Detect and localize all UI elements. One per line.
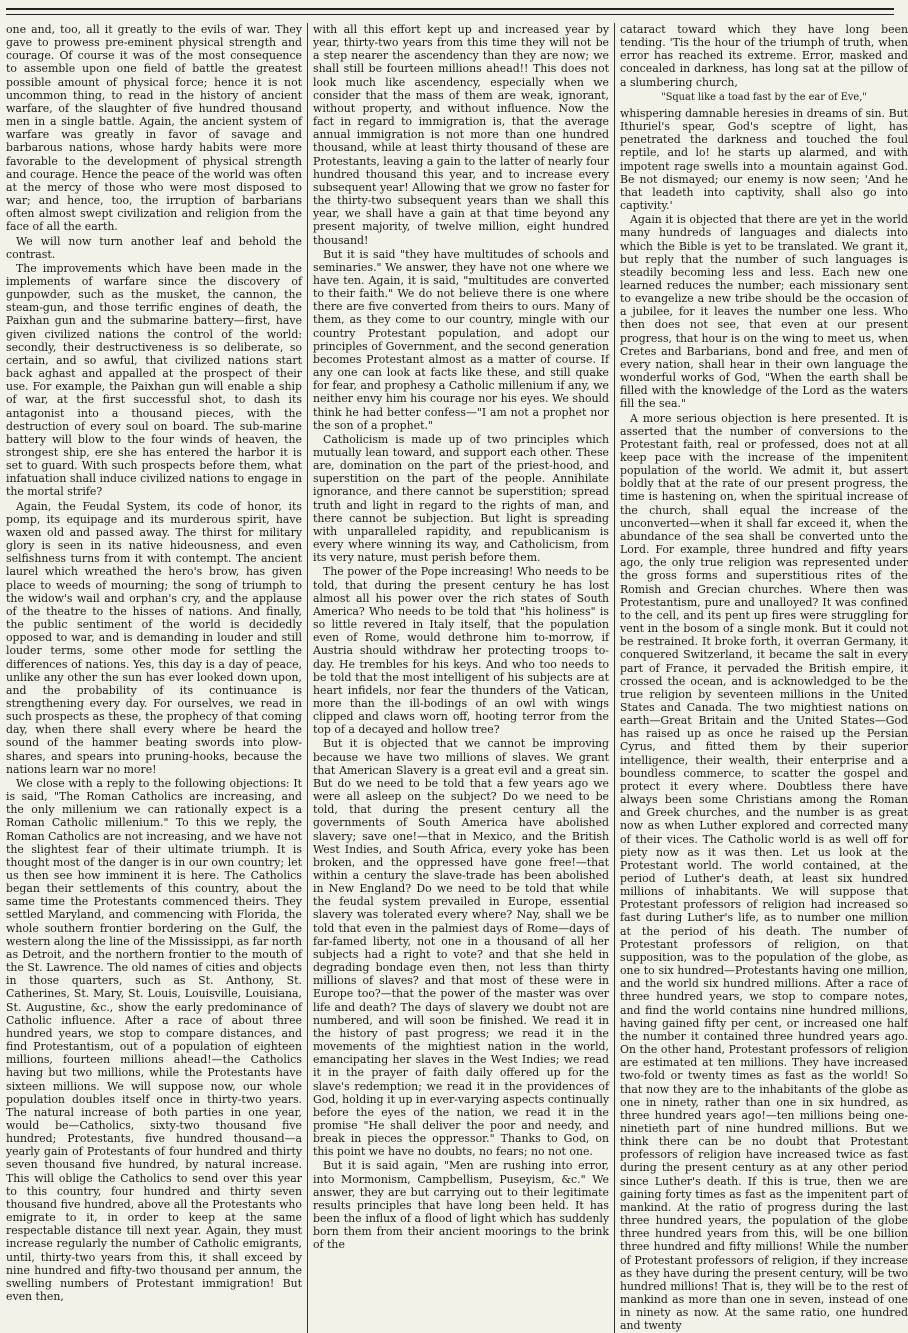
paragraph: But it is said again, "Men are rushing into error, into Mormonism, Campbellism, Puseyism, &c." We answer, they are but carrying out to their legitimate results principles that have long been held. It has been the influx of a flood of light which has suddenly born them from their ancient moorings to the brink of the bbox=[313, 1159, 609, 1252]
column-divider bbox=[307, 23, 308, 1333]
paragraph: Again, the Feudal System, its code of honor, its pomp, its equipage and its murderous spirit, have waxen old and passed away. The thirst for military glory is seen in its native hideousness, and even selfishness turns from it with contempt. The ancient laurel which wreathed the hero's brow, has given place to weeds of mourning; the song of triumph to the widow's wail and orphan's cry, and the applause of the theatre to the hisses of nations. And finally, the public sentiment of the world is decidedly opposed to war, and is demanding in louder and still louder terms, some other mode for settling the differences of nations. Yes, this day is a day of peace, unlike any other the sun has ever looked down upon, and the probability of its continuance is strengthening every day. For ourselves, we read in such prospects as these, the prophecy of that coming day, when there shall every where be heard the sound of the hammer beating swords into plow-shares, and spears into pruning-hooks, because the nations learn war no more! bbox=[6, 499, 302, 776]
paragraph: whispering damnable heresies in dreams of sin. But Ithuriel's spear, God's sceptre of light, has penetrated the darkness and touched the foul reptile, and lo! he starts up alarmed, and with impotent rage swells into a mountain against God. Be not dismayed; our enemy is now seen; 'And he that leadeth into captivity, shall also go into captivity.' bbox=[620, 106, 908, 213]
paragraph: cataract toward which they have long been tending. 'Tis the hour of the triumph of truth, when error has reached its extreme. Error, masked and concealed in darkness, has long sat at the pillow of a slumbering church, bbox=[620, 23, 908, 89]
column-2 bbox=[313, 23, 609, 1333]
paragraph: A more serious objection is here presented. It is asserted that the number of conversions to the Protestant faith, real or professed, does not at all keep pace with the increase of the impenitent population of the world. We admit it, but assert boldly that at the rate of our present progress, the time is hastening on, when the spiritual increase of the church, shall equal the increase of the unconverted—when it shall far exceed it, when the abundance of the sea shall be converted unto the Lord. For example, three hundred and fifty years ago, the only true religion was represented under the gross forms and superstitious rites of the Romish and Grecian churches. Where then was Protestantism, pure and unalloyed? It was confined to the cell, and its pent up fires were struggling for vent in the bosom of a single monk. But it could not be restrained. It broke forth, it overran Germany, it conquered Switzerland, it became the salt in every part of France, it pervaded the British empire, it crossed the ocean, and is acknowledged to be the true religion by seventeen millions in the United States and Canada. The two mightiest nations on earth—Great Britain and the United States—God has raised up as once he raised up the Persian Cyrus, and fitted them by their superior intelligence, their wealth, their enterprise and a boundless commerce, to scatter the gospel and protect it every where. Doubtless there have always been some Christians among the Roman and Greek churches, and the number is as great now as when Luther explored and corrected many of their vices. The Catholic world is as well off for piety now as it was then. Let us look at the Protestant world. The world contained, at the period of Luther's death, at least six hundred millions of inhabitants. We will suppose that Protestant professors of religion had increased so fast during Luther's life, as to number one million at the period of his death. The number of Protestant professors of religion, on that supposition, was to the population of the globe, as one to six hundred—Protestants having one million, and the world six hundred millions. After a race of three hundred years, we stop to compare notes, and find the world contains nine hundred millions, having gained fifty per cent, or increased one half the number it contained three hundred years ago. On the other hand, Protestant professors of religion are estimated at ten millions. They have increased two-fold or twenty times as fast as the world! So that now they are to the inhabitants of the globe as one in ninety, rather than one in six hundred, as three hundred years ago!—ten millions being one-ninetieth part of nine hundred millions. But we think there can be no doubt that Protestant professors of religion have increased twice as fast during the present century as at any other period since Luther's death. If this is true, then we are gaining forty times as fast as the impenitent part of mankind. At the ratio of progress during the last three hundred years, the population of the globe three hundred years from this, will be one billion three hundred and fifty millions! While the number of Protestant professors of religion, if they increase as they have during the present century, will be two hundred millions! That is, they will be to the rest of mankind as more than one in seven, instead of one in ninety as now. At the same ratio, one hundred and twenty bbox=[620, 411, 908, 1333]
header-rule bbox=[6, 8, 894, 15]
paragraph: Catholicism is made up of two principles which mutually lean toward, and support each other. These are, domination on the part of the priest-hood, and superstition on the part of the people. Annihilate ignorance, and there cannot be superstition; spread truth and light in regard to the rights of man, and there cannot be subjection. But light is spreading with unparalleled rapidity, and republicanism is every where winning its way, and Catholicism, from its very nature, must perish before them. bbox=[313, 432, 609, 565]
paragraph: one and, too, all it greatly to the evils of war. They gave to prowess pre-eminent physical strength and courage. Of course it was of the most consequence to assemble upon one field of battle the greatest possible amount of physical force; hence it is not uncommon thing, to read in the history of ancient warfare, of the slaughter of five hundred thousand men in a single battle. Again, the ancient system of warfare was greatly in favor of savage and barbarous nations, whose hardy habits were more favorable to the development of physical strength and courage. Hence the peace of the world was often at the mercy of those who were most disposed to war; and hence, too, the irruption of barbarians often almost swept civilization and religion from the face of all the earth. bbox=[6, 23, 302, 234]
paragraph: But it is objected that we cannot be improving because we have two millions of slaves. We grant that American Slavery is a great evil and a great sin. But do we need to be told that a few years ago we were all asleep on the subject? Do we need to be told, that during the present century all the governments of South America have abolished slavery; save one!—that in Mexico, and the British West Indies, and South Africa, every yoke has been broken, and the oppressed have gone free!—that within a century the slave-trade has been abolished in New England? Do we need to be told that while the feudal system prevailed in Europe, essential slavery was tolerated every where? Nay, shall we be told that even in the palmiest days of Rome—days of far-famed liberty, not one in a thousand of all her subjects had a right to vote? and that she held in degrading bondage even then, not less than thirty millions of slaves? and that most of these were in Europe too?—that the power of the master was over life and death? The days of slavery we doubt not are numbered, and will soon be finished. We read it in the history of past progress; we read it in the movements of the mightiest nation in the world, emancipating her slaves in the West Indies; we read it in the prayer of faith daily offered up for the slave's redemption; we read it in the providences of God, holding it up in ever-varying aspects continually before the eyes of the nation, we read it in the promise "He shall deliver the poor and needy, and break in pieces the oppressor." Thanks to God, on this point we have no doubts, no fears; no not one. bbox=[313, 737, 609, 1159]
paragraph: We close with a reply to the following objections: It is said, "The Roman Catholics are increasing, and the only millenium we can rationally expect is a Roman Catholic millenium." To this we reply, the Roman Catholics are not increasing, and we have not the slightest fear of their ultimate triumph. It is thought most of the danger is in our own country; let us then see how imminent it is here. The Catholics began their settlements of this country, about the same time the Protestants commenced theirs. They settled Maryland, and commencing with Florida, the whole southern frontier bordering on the Gulf, the western along the line of the Mississippi, as far north as Detroit, and the northern frontier to the mouth of the St. Lawrence. The old names of cities and objects in those quarters, such as St. Anthony, St. Catherines, St. Mary, St. Louis, Louisville, Louisiana, St. Augustine, &c., show the early predominance of Catholic influence. After a race of about three hundred years, we stop to compare distances, and find Protestantism, out of a population of eighteen millions, fourteen millions ahead!—the Catholics having but two millions, while the Protestants have sixteen millions. We will suppose now, our whole population doubles itself once in thirty-two years. The natural increase of both parties in one year, would be—Catholics, sixty-two thousand five hundred; Protestants, five hundred thousand—a yearly gain of Protestants of four hundred and thirty seven thousand five hundred, by natural increase. This will oblige the Catholics to send over this year to this country, four hundred and thirty seven thousand five hundred, above all the Protestants who emigrate to it, in order to keep at the same respectable distance till next year. Again, they must increase regularly the number of Catholic emigrants, until, thirty-two years from this, it shall exceed by nine hundred and fifty-two thousand per annum, the swelling numbers of Protestant immigration! But even then, bbox=[6, 776, 302, 1303]
text-columns bbox=[6, 23, 908, 1333]
paragraph: Again it is objected that there are yet in the world many hundreds of languages and dialects into which the Bible is yet to be translated. We grant it, but reply that the number of such languages is steadily becoming less and less. Each new one learned reduces the number; each missionary sent to evangelize a new tribe should be the occasion of a jubilee, for it leaves the number one less. Who then does not see, that even at our present progress, that hour is on the wing to meet us, when Cretes and Barbarians, bond and free, and men of every nation, shall hear in their own language the wonderful works of God, "When the earth shall be filled with the knowledge of the Lord as the waters fill the sea." bbox=[620, 213, 908, 411]
column-1 bbox=[6, 23, 302, 1333]
column-3 bbox=[620, 23, 908, 1333]
paragraph: The power of the Pope increasing! Who needs to be told, that during the present century he has lost almost all his power over the rich states of South America? Who needs to be told that "his holiness" is so little revered in Italy itself, that the population even of Rome, would dethrone him to-morrow, if Austria should withdraw her protecting troops to-day. He trembles for his keys. And who too needs to be told that the most intelligent of his subjects are at heart infidels, nor fear the thunders of the Vatican, more than the ill-bodings of an owl with wings clipped and claws worn off, hooting terror from the top of a decayed and hollow tree? bbox=[313, 565, 609, 737]
column-divider bbox=[614, 23, 615, 1333]
paragraph: We will now turn another leaf and behold the contrast. bbox=[6, 234, 302, 261]
paragraph: The improvements which have been made in the implements of warfare since the discovery of gunpowder, such as the musket, the cannon, the steam-gun, and those terrific engines of death, the Paixhan gun and the submarine battery—first, have given civilized nations the control of the world: secondly, their destructiveness is so deliberate, so certain, and so awful, that civilized nations start back aghast and appalled at the prospect of their use. For example, the Paixhan gun will enable a ship of war, at the first successful shot, to dash its antagonist into a thousand pieces, with the destruction of every soul on board. The sub-marine battery will blow to the four winds of heaven, the strongest ship, ere she has entered the harbor it is set to guard. With such prospects before them, what infatuation shall induce civilized nations to engage in the mortal strife? bbox=[6, 261, 302, 499]
paragraph: with all this effort kept up and increased year by year, thirty-two years from this time they will not be a step nearer the ascendency than they are now; we shall still be fourteen millions ahead!! This does not look much like ascendency, especially when we consider that the mass of them are weak, ignorant, without property, and without influence. Now the fact in regard to immigration is, that the average annual immigration is not more than one hundred thousand, while at least thirty thousand of these are Protestants, leaving a gain to the latter of nearly four hundred thousand this year, and to increase every subsequent year! Allowing that we grow no faster for the thirty-two subsequent years than we shall this year, we shall have a gain at that time beyond any present majority, of twelve million, eight hundred thousand! bbox=[313, 23, 609, 247]
poetry-quote: "Squat like a toad fast by the ear of Eve," bbox=[661, 91, 867, 103]
paragraph: But it is said "they have multitudes of schools and seminaries." We answer, they have not one where we have ten. Again, it is said, "multitudes are converted to their faith." We do not believe there is one where there are five converted from theirs to ours. Many of them, as they come to our country, mingle with our country Protestant population, and adopt our principles of Government, and the second generation becomes Protestant almost as a matter of course. If any one can look at facts like these, and still quake for fear, and prophesy a Catholic millenium if any, we neither envy him his courage nor his eyes. We should think he had better confess—"I am not a prophet nor the son of a prophet." bbox=[313, 247, 609, 432]
